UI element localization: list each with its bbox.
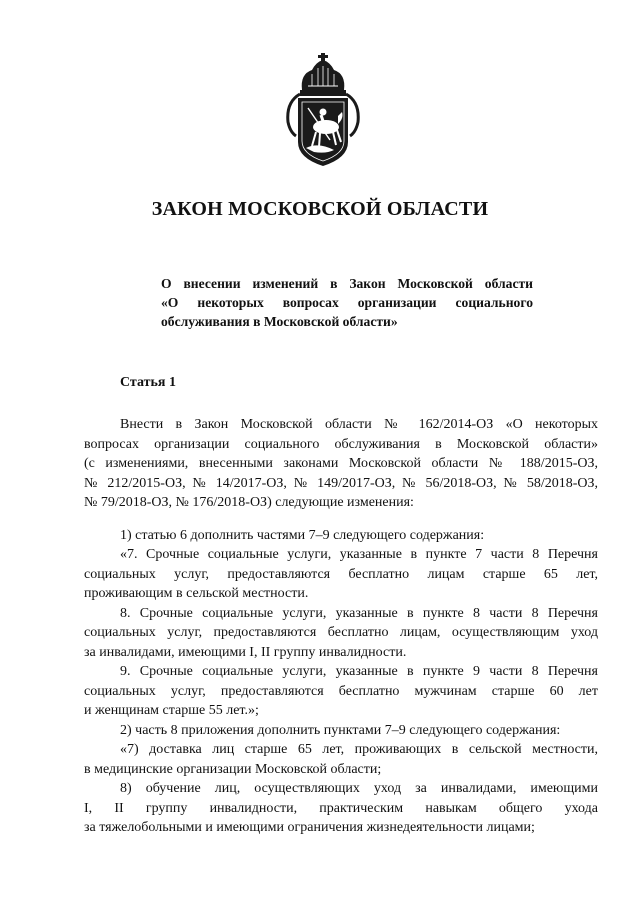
amendment-paragraph bbox=[84, 721, 598, 741]
amendment-paragraph bbox=[84, 740, 598, 779]
text-line: I, II группу инвалидности, практическим навыкам общего ухода bbox=[84, 800, 598, 816]
text-line: «7) доставка лиц старше 65 лет, проживающих в сельской местности, bbox=[120, 742, 598, 757]
article-heading: Статья 1 bbox=[120, 375, 176, 390]
text-line: и женщинам старше 55 лет.»; bbox=[84, 703, 259, 718]
law-title: ЗАКОН МОСКОВСКОЙ ОБЛАСТИ bbox=[151, 198, 489, 220]
article-body bbox=[84, 415, 598, 838]
text-line: в медицинские организации Московской области; bbox=[84, 761, 382, 777]
text-line: вопросах организации социального обслуживания в Московской области» bbox=[84, 436, 598, 452]
amendment-paragraph bbox=[84, 526, 598, 546]
amendment-paragraph bbox=[84, 662, 598, 721]
amendment-paragraph bbox=[84, 779, 598, 838]
law-subtitle bbox=[161, 274, 533, 331]
subtitle-line: О внесении изменений в Закон Московской области bbox=[161, 276, 533, 291]
text-line: социальных услуг, предоставляются бесплатно мужчинам старше 60 лет bbox=[84, 683, 598, 699]
text-line: 1) статью 6 дополнить частями 7–9 следующего содержания: bbox=[120, 527, 485, 543]
subtitle-line: «О некоторых вопросах организации социального bbox=[161, 295, 533, 310]
text-line: социальных услуг, предоставляются бесплатно лицам, осуществляющим уход bbox=[84, 625, 598, 640]
text-line: проживающим в сельской местности. bbox=[84, 586, 309, 601]
intro-paragraph bbox=[84, 415, 598, 513]
text-line: № 212/2015-ОЗ, № 14/2017-ОЗ, № 149/2017-ОЗ, № 56/2018-ОЗ, № 58/2018-ОЗ, bbox=[84, 475, 598, 491]
text-line: 2) часть 8 приложения дополнить пунктами 7–9 следующего содержания: bbox=[120, 722, 561, 738]
text-line: № 79/2018-ОЗ, № 176/2018-ОЗ) следующие изменения: bbox=[84, 495, 414, 510]
text-line: за тяжелобольными и имеющими ограничения жизнедеятельности лицами; bbox=[84, 820, 535, 835]
text-line: (с изменениями, внесенными законами Московской области № 188/2015-ОЗ, bbox=[84, 456, 598, 471]
text-line: 8) обучение лиц, осуществляющих уход за инвалидами, имеющими bbox=[120, 781, 598, 796]
amendment-paragraph bbox=[84, 604, 598, 663]
paragraph-gap bbox=[84, 513, 598, 526]
amendment-paragraph bbox=[84, 545, 598, 604]
text-line: за инвалидами, имеющими I, II группу инвалидности. bbox=[84, 644, 407, 660]
text-line: социальных услуг, предоставляются бесплатно лицам старше 65 лет, bbox=[84, 566, 598, 582]
subtitle-line: обслуживания в Московской области» bbox=[161, 314, 398, 329]
text-line: «7. Срочные социальные услуги, указанные в пункте 7 части 8 Перечня bbox=[120, 547, 598, 562]
text-line: Внести в Закон Московской области № 162/2014-ОЗ «О некоторых bbox=[120, 417, 598, 432]
text-line: 9. Срочные социальные услуги, указанные в пункте 9 части 8 Перечня bbox=[120, 664, 598, 679]
coat-of-arms-emblem bbox=[278, 52, 368, 170]
text-line: 8. Срочные социальные услуги, указанные в пункте 8 части 8 Перечня bbox=[120, 605, 598, 621]
